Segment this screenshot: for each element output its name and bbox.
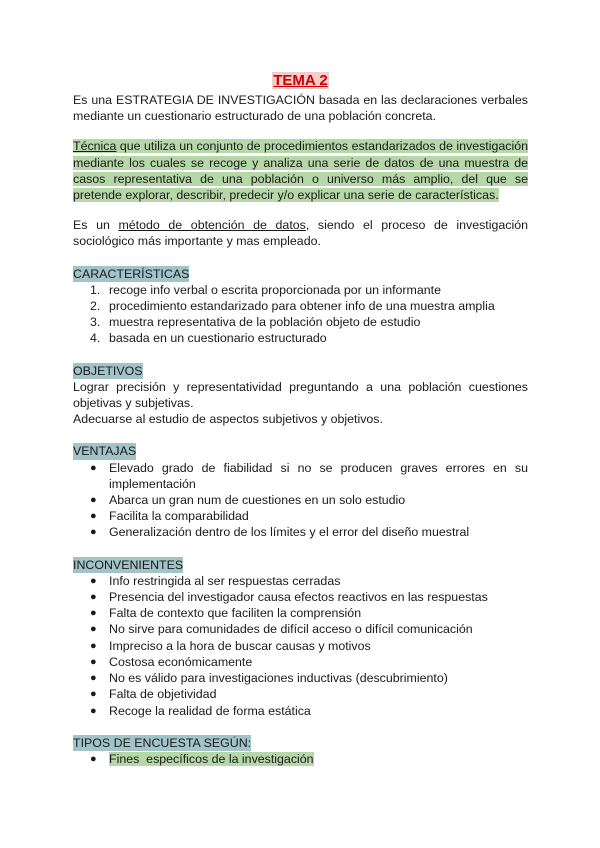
page-title — [73, 72, 528, 90]
list-item-text: No sirve para comunidades de difícil acceso o difícil comunicación — [109, 622, 473, 637]
list-item — [73, 508, 528, 524]
list-item — [73, 524, 528, 540]
inconvenientes-list — [73, 573, 528, 719]
bullet-icon: ● — [90, 623, 97, 636]
bullet-icon: ● — [90, 494, 97, 507]
list-item — [73, 330, 528, 346]
title-text: TEMA 2 — [273, 72, 328, 89]
list-item-text: Info restringida al ser respuestas cerradas — [109, 573, 341, 588]
tipos-section — [73, 735, 528, 767]
list-number: 2. — [90, 299, 101, 314]
bullet-icon: ● — [90, 461, 97, 474]
list-item-text: Elevado grado de fiabilidad si no se producen graves errores en su implementación — [109, 460, 528, 491]
inconvenientes-heading: INCONVENIENTES — [73, 557, 184, 572]
metodo-paragraph — [73, 217, 528, 249]
list-item-text: recoge info verbal o escrita proporcionada por un informante — [109, 282, 441, 297]
tecnica-term: Técnica — [73, 139, 117, 154]
list-item — [73, 605, 528, 621]
bullet-icon: ● — [90, 688, 97, 701]
list-item-text: Generalización dentro de los límites y el error del diseño muestral — [109, 525, 470, 540]
document-body — [73, 72, 528, 767]
objetivos-line-2: Adecuarse al estudio de aspectos subjetivos y objetivos. — [73, 412, 383, 427]
list-number: 4. — [90, 331, 101, 346]
list-item — [73, 573, 528, 589]
list-item-text: Recoge la realidad de forma estática — [109, 703, 311, 718]
list-item-text: Falta de objetividad — [109, 687, 217, 702]
list-item-text: basada en un cuestionario estructurado — [109, 331, 327, 346]
list-item — [73, 492, 528, 508]
list-item-text: Falta de contexto que faciliten la comprensión — [109, 606, 362, 621]
list-item — [73, 282, 528, 298]
list-item — [73, 460, 528, 492]
bullet-icon: ● — [90, 510, 97, 523]
objetivos-heading: OBJETIVOS — [73, 363, 143, 378]
caracteristicas-list — [73, 282, 528, 347]
objetivos-line-1: Lograr precisión y representatividad preguntando a una población cuestiones objetivas y subjetivas. — [73, 379, 528, 411]
metodo-before: Es un — [73, 218, 119, 233]
list-item — [73, 638, 528, 654]
caracteristicas-heading: CARACTERÍSTICAS — [73, 266, 190, 281]
bullet-icon: ● — [90, 591, 97, 604]
bullet-icon: ● — [90, 607, 97, 620]
metodo-after: , siendo el proceso de investigación sociológico más importante y mas empleado. — [73, 218, 528, 249]
tipos-item-highlight — [90, 751, 314, 766]
bullet-icon: ● — [90, 526, 97, 539]
tecnica-paragraph — [73, 138, 528, 203]
metodo-term: método de obtención de datos — [118, 218, 306, 233]
ventajas-heading: VENTAJAS — [73, 444, 137, 459]
list-item — [73, 703, 528, 719]
list-item — [73, 314, 528, 330]
list-item — [73, 670, 528, 686]
bullet-icon: ● — [90, 655, 97, 668]
intro-paragraph: Es una ESTRATEGIA DE INVESTIGACIÓN basada en las declaraciones verbales mediante un cuestionario estructurado de una población concreta. — [73, 93, 528, 124]
objetivos-section — [73, 363, 528, 428]
list-number: 3. — [90, 315, 101, 330]
list-item-text: Presencia del investigador causa efectos reactivos en las respuestas — [109, 590, 488, 605]
list-item-text: Facilita la comparabilidad — [109, 509, 249, 524]
list-item-text: Abarca un gran num de cuestiones en un solo estudio — [109, 493, 406, 508]
list-item — [73, 298, 528, 314]
list-item — [73, 589, 528, 605]
list-item — [73, 686, 528, 702]
list-item-text: Costosa económicamente — [109, 654, 253, 669]
bullet-icon: ● — [90, 639, 97, 652]
list-item-text: muestra representativa de la población objeto de estudio — [109, 315, 421, 330]
ventajas-list — [73, 460, 528, 541]
list-item-text: No es válido para investigaciones inductivas (descubrimiento) — [109, 671, 448, 686]
tecnica-highlight — [73, 139, 528, 202]
list-number: 1. — [90, 282, 101, 297]
tipos-heading: TIPOS DE ENCUESTA SEGÚN: — [73, 735, 252, 750]
list-item — [73, 654, 528, 670]
bullet-icon: ● — [90, 574, 97, 587]
inconvenientes-section — [73, 557, 528, 719]
list-item-text: Impreciso a la hora de buscar causas y motivos — [109, 638, 371, 653]
tecnica-text: que utiliza un conjunto de procedimientos estandarizados de investigación mediante los cuales se recoge y analiza una serie de datos de una muestra de casos representativa de una población o universo más amplio, del que se pretende explorar, describir, predecir y/o explicar una serie de características. — [73, 139, 528, 203]
tipos-list — [73, 751, 528, 767]
bullet-icon: ● — [90, 672, 97, 685]
list-item-text: procedimiento estandarizado para obtener info de una muestra amplia — [109, 299, 495, 314]
bullet-icon: ● — [90, 704, 97, 717]
caracteristicas-section — [73, 266, 528, 347]
list-item — [73, 621, 528, 637]
list-item-text: Fines específicos de la investigación — [109, 751, 314, 766]
list-item — [73, 751, 528, 767]
bullet-icon: ● — [90, 752, 97, 765]
ventajas-section — [73, 443, 528, 540]
